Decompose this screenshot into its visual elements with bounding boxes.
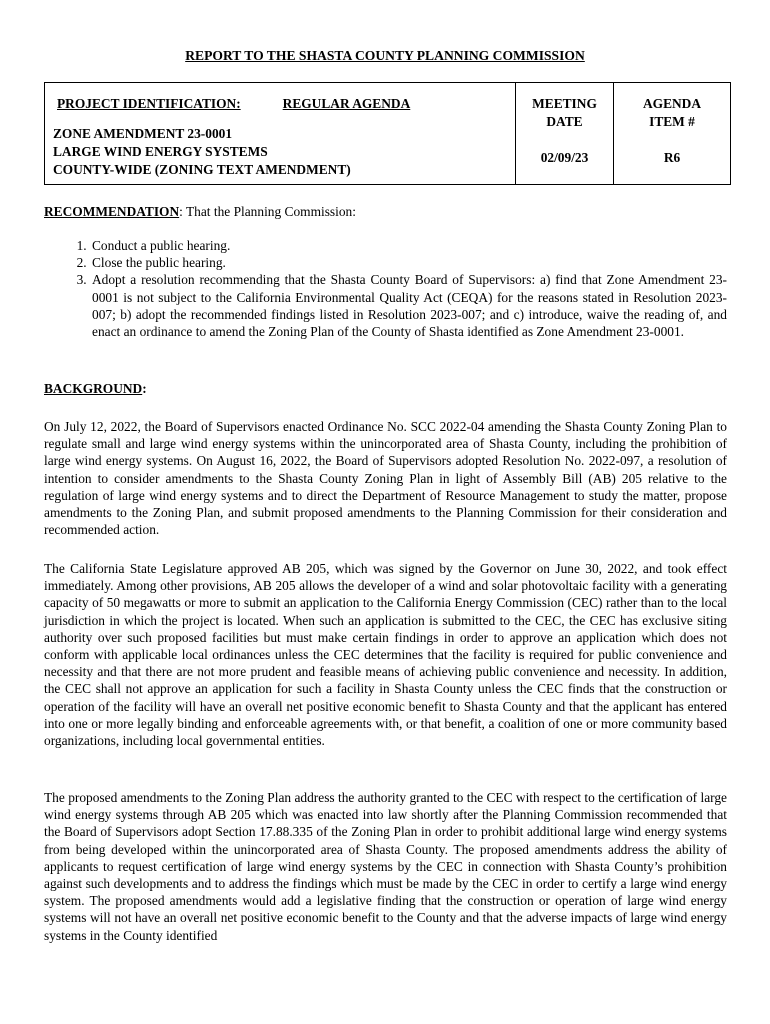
background-paragraph-2: The California State Legislature approved AB 205, which was signed by the Governor on June 30, 2022, and took effect immediately. Among other provisions, AB 205 allows the developer of a wind and solar photovoltaic facility with a generating capacity of 50 megawatts or more to submit an application to the California Energy Commission (CEC) rather than to the local jurisdiction in which the project is located. When such an application is submitted to the CEC, the CEC has exclusive siting authority over such proposed facilities but must make certain findings in order to approve an application which does not conform with applicable local ordinances unless the CEC determines that the facility is required for public convenience and necessity and that there are not more prudent and feasible means of achieving public convenience and necessity. In addition, the CEC shall not approve an application for such a facility in Shasta County unless the CEC finds that the construction or operation of the facility will have an overall net positive economic benefit to Shasta County and that the applicant has entered into one or more legally binding and enforceable agreements with, or that benefit, a coalition of one or more community based organizations, including local governmental entities. bbox=[44, 561, 727, 749]
project-line-county-wide: COUNTY-WIDE (ZONING TEXT AMENDMENT) bbox=[53, 162, 351, 178]
meeting-date-value: 02/09/23 bbox=[540, 150, 589, 165]
page-title: REPORT TO THE SHASTA COUNTY PLANNING COMMISSION bbox=[185, 48, 585, 63]
meeting-date-label-1: MEETING bbox=[532, 96, 597, 111]
recommendation-text: : That the Planning Commission: bbox=[179, 204, 356, 219]
project-identification-label: PROJECT IDENTIFICATION: bbox=[57, 96, 241, 111]
recommendation-heading bbox=[44, 203, 727, 220]
background-paragraph-3: The proposed amendments to the Zoning Plan address the authority granted to the CEC with respect to the certification of large wind energy systems through AB 205 which was enacted into law shortly after the Planning Commission recommended that the Board of Supervisors adopt Section 17.88.335 of the Zoning Plan in order to prohibit additional large wind energy systems from being developed within the unincorporated area of Shasta County. The proposed amendments address the ability of applicants to request certification of large wind energy systems by the CEC in connection with Shasta County’s prohibition against such developments and to address the findings which must be made by the CEC in order to certify a large wind energy system. The proposed amendments would add a legislative finding that the construction or operation of large wind energy systems will not have an overall net positive economic benefit to the County and that the adverse impacts of large wind energy systems in the County identified bbox=[44, 790, 727, 943]
recommendation-item: 1. Conduct a public hearing. bbox=[90, 237, 727, 254]
meeting-date-cell bbox=[516, 83, 614, 185]
regular-agenda-label: REGULAR AGENDA bbox=[282, 96, 411, 111]
recommendation-label: RECOMMENDATION bbox=[44, 204, 180, 219]
project-line-zone-amendment: ZONE AMENDMENT 23-0001 bbox=[53, 126, 233, 142]
meeting-date-label-2: DATE bbox=[546, 114, 583, 129]
background-paragraph-1: On July 12, 2022, the Board of Supervisors enacted Ordinance No. SCC 2022-04 amending the Shasta County Zoning Plan to regulate small and large wind energy systems within the unincorporated area of Shasta County, including the prohibition of large wind energy systems. On August 16, 2022, the Board of Supervisors adopted Resolution No. 2022-097, a resolution of intention to consider amendments to the Shasta County Zoning Plan in light of Assembly Bill (AB) 205 relative to the regulation of large wind energy systems and to direct the Department of Resource Management to study the matter, propose amendments to the Zoning Plan, and submit proposed amendments to the Planning Commission for their consideration and recommended action. bbox=[44, 419, 727, 538]
recommendation-item: 2. Close the public hearing. bbox=[90, 254, 727, 271]
background-label: BACKGROUND bbox=[44, 381, 143, 396]
project-identification-cell bbox=[45, 83, 516, 185]
background-heading bbox=[44, 380, 147, 397]
agenda-item-cell bbox=[614, 83, 731, 185]
recommendation-item: 3. Adopt a resolution recommending that the Shasta County Board of Supervisors: a) find that Zone Amendment 23-0001 is not subject to the California Environmental Quality Act (CEQA) for the reasons stated in Resolution 2023-007; b) adopt the recommended findings listed in Resolution 2023-007; and c) introduce, waive the reading of, and enact an ordinance to amend the Zoning Plan of the County of Shasta identified as Zone Amendment 23-0001. bbox=[90, 271, 727, 340]
project-header-table bbox=[44, 82, 731, 185]
agenda-item-label-2: ITEM # bbox=[649, 114, 695, 129]
recommendation-list bbox=[44, 237, 727, 340]
agenda-item-label-1: AGENDA bbox=[642, 96, 702, 111]
agenda-item-value: R6 bbox=[663, 150, 681, 165]
project-line-wind-systems: LARGE WIND ENERGY SYSTEMS bbox=[53, 144, 268, 160]
background-colon: : bbox=[142, 381, 147, 396]
